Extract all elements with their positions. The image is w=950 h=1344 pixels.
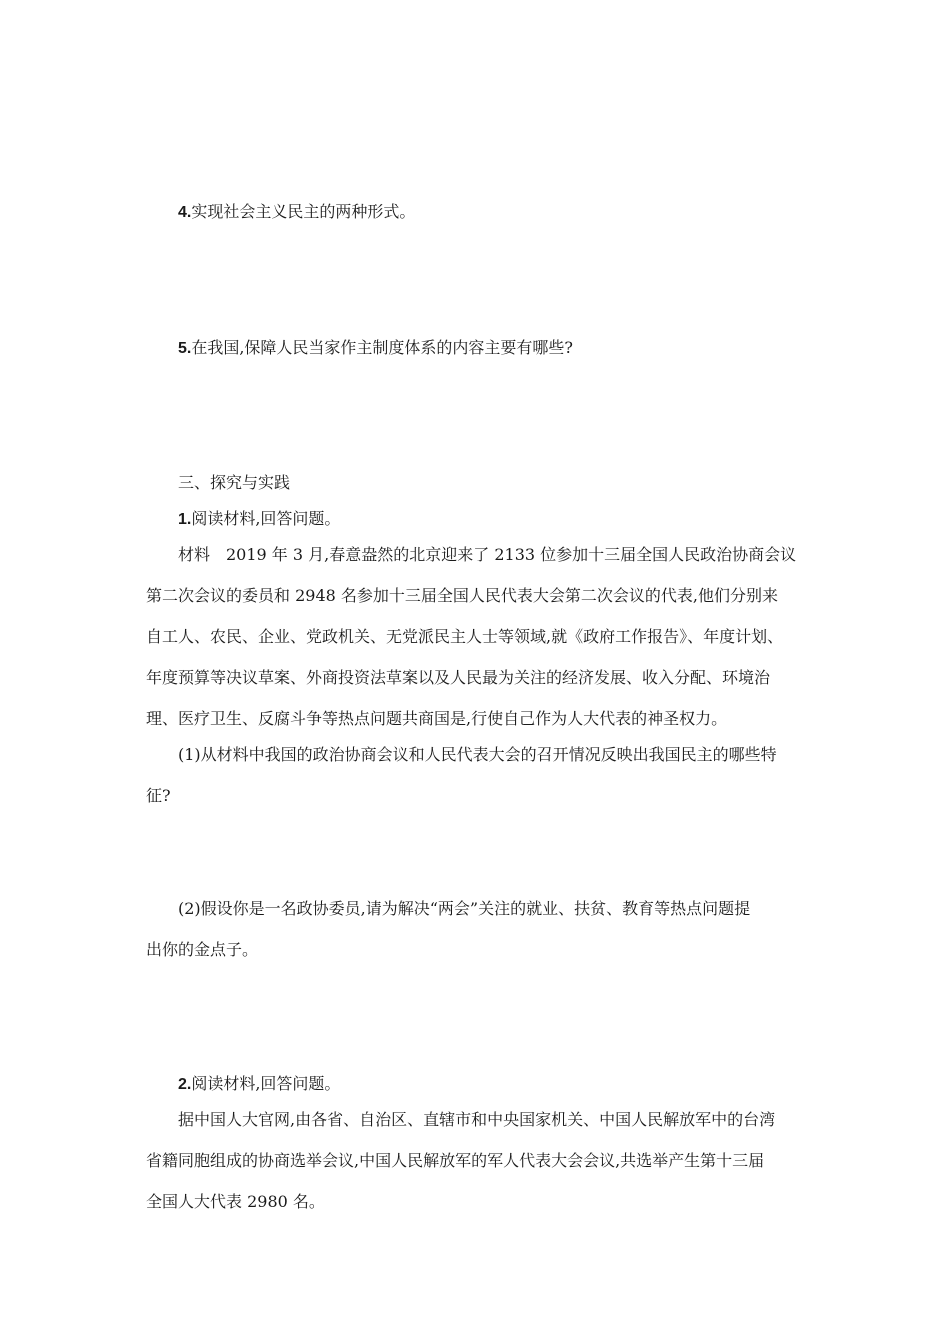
- question-number: 4.: [178, 204, 192, 221]
- item-prompt-text: 阅读材料,回答问题。: [191, 1074, 341, 1093]
- sub-question-2-line: 出你的金点子。: [146, 940, 259, 959]
- sub-question-2-line: (2)假设你是一名政协委员,请为解决“两会”关注的就业、扶贫、教育等热点问题提: [178, 899, 751, 918]
- item-number: 1.: [178, 511, 192, 528]
- section-heading: 三、探究与实践: [178, 473, 291, 492]
- question-text: 实现社会主义民主的两种形式。: [191, 202, 416, 221]
- material-line: 年度预算等决议草案、外商投资法草案以及人民最为关注的经济发展、收入分配、环境治: [146, 668, 771, 687]
- question-number: 5.: [178, 340, 192, 357]
- sub-question-1-line: (1)从材料中我国的政治协商会议和人民代表大会的召开情况反映出我国民主的哪些特: [178, 745, 777, 764]
- item-2-prompt: [178, 1074, 340, 1095]
- material-line: 第二次会议的委员和 2948 名参加十三届全国人民代表大会第二次会议的代表,他们分别来: [146, 586, 778, 605]
- item-prompt-text: 阅读材料,回答问题。: [191, 509, 341, 528]
- item-1-prompt: [178, 509, 340, 530]
- material-line: 材料 2019 年 3 月,春意盎然的北京迎来了 2133 位参加十三届全国人民政治协商会议: [178, 545, 797, 564]
- question-5: [178, 338, 573, 359]
- material-line: 全国人大代表 2980 名。: [146, 1192, 325, 1211]
- sub-question-1-line: 征?: [146, 786, 171, 805]
- material-line: 省籍同胞组成的协商选举会议,中国人民解放军的军人代表大会会议,共选举产生第十三届: [146, 1151, 765, 1170]
- question-4: [178, 202, 415, 223]
- material-line: 自工人、农民、企业、党政机关、无党派民主人士等领域,就《政府工作报告》、年度计划、: [146, 627, 784, 646]
- question-text: 在我国,保障人民当家作主制度体系的内容主要有哪些?: [191, 338, 574, 357]
- material-line: 理、医疗卫生、反腐斗争等热点问题共商国是,行使自己作为人大代表的神圣权力。: [146, 709, 728, 728]
- item-number: 2.: [178, 1076, 192, 1093]
- material-line: 据中国人大官网,由各省、自治区、直辖市和中央国家机关、中国人民解放军中的台湾: [178, 1110, 776, 1129]
